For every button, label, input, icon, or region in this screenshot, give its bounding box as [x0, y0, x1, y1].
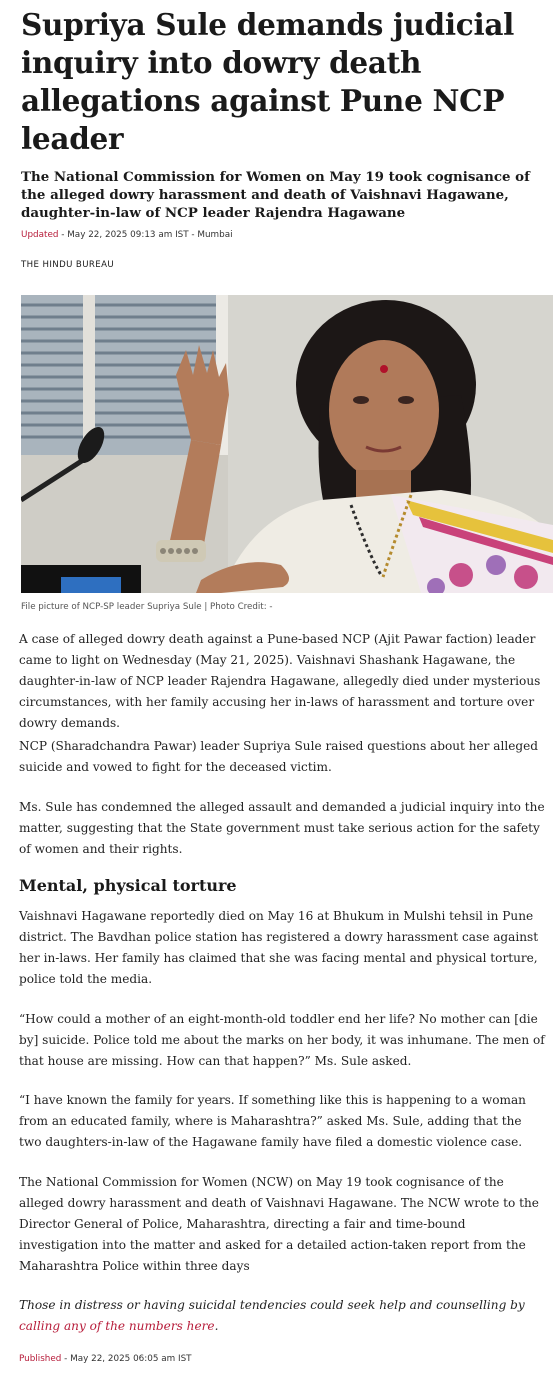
- published-date: - May 22, 2025 06:05 am IST: [61, 1354, 192, 1364]
- paragraph-7: The National Commission for Women (NCW) on May 19 took cognisance of the alleged dowry harassment and death of Vaishnavi Hagawane. The NCW wrote to the Director General of Police, Maharashtra, directing a fair and time-bound investigation into the matter and asked for a detailed action-taken report from the Maharashtra Police within three days: [19, 1175, 539, 1273]
- paragraph-6: “I have known the family for years. If something like this is happening to a woman from an educated family, where is Maharashtra?” asked Ms. Sule, adding that the two daughters-in-law of the Hagawane family have filed a domestic violence case.: [19, 1093, 526, 1149]
- updated-label: Updated: [21, 230, 59, 240]
- helpline-text: Those in distress or having suicidal tendencies could seek help and counselling by: [19, 1298, 525, 1312]
- updated-meta: [21, 230, 233, 240]
- paragraph-3: Ms. Sule has condemned the alleged assault and demanded a judicial inquiry into the matter, suggesting that the State government must take serious action for the safety of women and their rights.: [19, 800, 545, 856]
- paragraph-5: “How could a mother of an eight-month-old toddler end her life? No mother can [die by] suicide. Police told me about the marks on her body, it was inhumane. The men of that house are missing. How can that happen?” Ms. Sule asked.: [19, 1012, 545, 1068]
- paragraph-2: NCP (Sharadchandra Pawar) leader Supriya Sule raised questions about her alleged suicide and vowed to fight for the deceased victim.: [19, 739, 539, 774]
- helpline-link[interactable]: calling any of the numbers here: [19, 1319, 215, 1333]
- paragraph-4: Vaishnavi Hagawane reportedly died on May 16 at Bhukum in Mulshi tehsil in Pune district. The Bavdhan police station has registered a dowry harassment case against her in-laws. Her family has claimed that she was facing mental and physical torture, police told the media.: [19, 909, 539, 986]
- article-subheadline: The National Commission for Women on May 19 took cognisance of the alleged dowry harassment and death of Vaishnavi Hagawane, daughter-in-law of NCP leader Rajendra Hagawane: [21, 169, 530, 221]
- helpline-note: [19, 1295, 554, 1337]
- published-label: Published: [19, 1354, 62, 1364]
- photo-caption: File picture of NCP-SP leader Supriya Sule | Photo Credit: -: [21, 602, 273, 612]
- article-headline: Supriya Sule demands judicial inquiry into dowry death allegations against Pune NCP leader: [21, 7, 515, 156]
- author-byline[interactable]: THE HINDU BUREAU: [21, 260, 115, 270]
- article-photo: [21, 295, 553, 593]
- updated-date: - May 22, 2025 09:13 am IST - Mumbai: [58, 230, 233, 240]
- published-meta: [19, 1354, 192, 1364]
- section-heading: Mental, physical torture: [19, 876, 237, 895]
- paragraph-1: A case of alleged dowry death against a Pune-based NCP (Ajit Pawar faction) leader came to light on Wednesday (May 21, 2025). Vaishnavi Shashank Hagawane, the daughter-in-law of NCP leader Rajendra Hagawane, allegedly died under mysterious circumstances, with her family accusing her in-laws of harassment and torture over dowry demands.: [19, 632, 541, 730]
- helpline-end: .: [214, 1319, 219, 1333]
- photo-illustration: [21, 295, 553, 593]
